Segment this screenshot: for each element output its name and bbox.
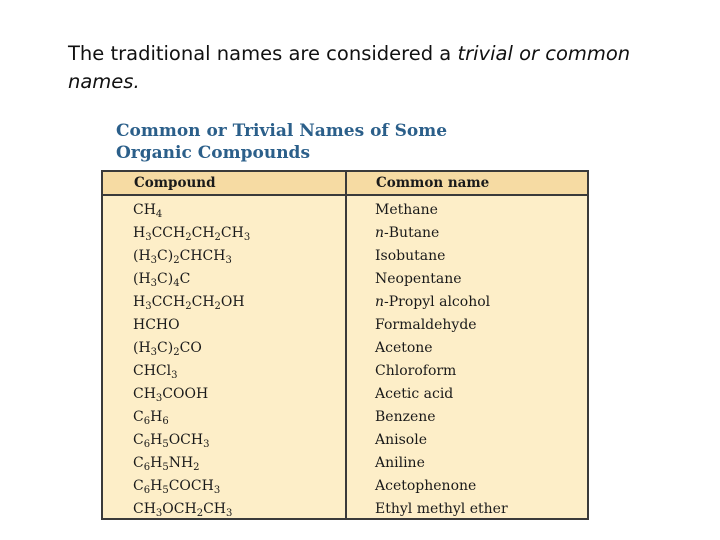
common-name-cell: Acetic acid bbox=[375, 386, 454, 402]
formula-cell: HCHO bbox=[133, 317, 180, 333]
table-row bbox=[103, 201, 587, 224]
formula-cell: $H_3CCH_2CH_2CH_3$ bbox=[133, 225, 251, 243]
table-row bbox=[103, 362, 587, 385]
common-name-cell: Benzene bbox=[375, 409, 436, 425]
formula-cell: $CH_4$ bbox=[133, 202, 163, 220]
table-row bbox=[103, 339, 587, 362]
table-row bbox=[103, 431, 587, 454]
table-row bbox=[103, 408, 587, 431]
common-name-cell: Methane bbox=[375, 202, 438, 218]
header-compound: Compound bbox=[134, 175, 216, 191]
formula-cell: $C_6H_6$ bbox=[133, 409, 169, 427]
formula-cell: $(H_3C)_4C$ bbox=[133, 271, 191, 289]
common-name-cell: n-Butane bbox=[375, 225, 440, 241]
table-row bbox=[103, 270, 587, 293]
formula-cell: $(H_3C)_2CO$ bbox=[133, 340, 202, 358]
slide-text-plain: The traditional names are considered a bbox=[68, 42, 458, 65]
formula-cell: $C_6H_5COCH_3$ bbox=[133, 478, 221, 496]
common-name-cell: Isobutane bbox=[375, 248, 446, 264]
compound-names-table bbox=[101, 170, 589, 520]
slide-text-italic: trivial or common names. bbox=[68, 42, 631, 93]
common-name-cell: n-Propyl alcohol bbox=[375, 294, 491, 310]
common-name-cell: Formaldehyde bbox=[375, 317, 477, 333]
table-row bbox=[103, 293, 587, 316]
table-title-line-1: Common or Trivial Names of Some bbox=[116, 121, 448, 141]
slide-body-text bbox=[68, 40, 668, 96]
table-title bbox=[116, 120, 447, 164]
table-row bbox=[103, 316, 587, 339]
formula-cell: $H_3CCH_2CH_2OH$ bbox=[133, 294, 245, 312]
table-row bbox=[103, 477, 587, 500]
common-name-cell: Anisole bbox=[375, 432, 427, 448]
table-title-line-2: Organic Compounds bbox=[116, 143, 311, 163]
formula-cell: $CH_3COOH$ bbox=[133, 386, 209, 404]
table-row bbox=[103, 454, 587, 477]
table-row bbox=[103, 224, 587, 247]
common-name-cell: Chloroform bbox=[375, 363, 457, 379]
common-name-cell: Acetone bbox=[375, 340, 433, 356]
formula-cell: $(H_3C)_2CHCH_3$ bbox=[133, 248, 232, 266]
formula-cell: $C_6H_5OCH_3$ bbox=[133, 432, 210, 450]
common-name-cell: Acetophenone bbox=[375, 478, 477, 494]
common-name-cell: Aniline bbox=[375, 455, 425, 471]
table-row bbox=[103, 500, 587, 523]
header-common-name: Common name bbox=[376, 175, 490, 191]
table-body bbox=[103, 201, 587, 523]
table-row bbox=[103, 247, 587, 270]
formula-cell: $CH_3OCH_2CH_3$ bbox=[133, 501, 233, 519]
common-name-cell: Ethyl methyl ether bbox=[375, 501, 508, 517]
formula-cell: CHCl$_3$ bbox=[133, 363, 178, 381]
formula-cell: $C_6H_5NH_2$ bbox=[133, 455, 200, 473]
common-name-cell: Neopentane bbox=[375, 271, 462, 287]
table-row bbox=[103, 385, 587, 408]
